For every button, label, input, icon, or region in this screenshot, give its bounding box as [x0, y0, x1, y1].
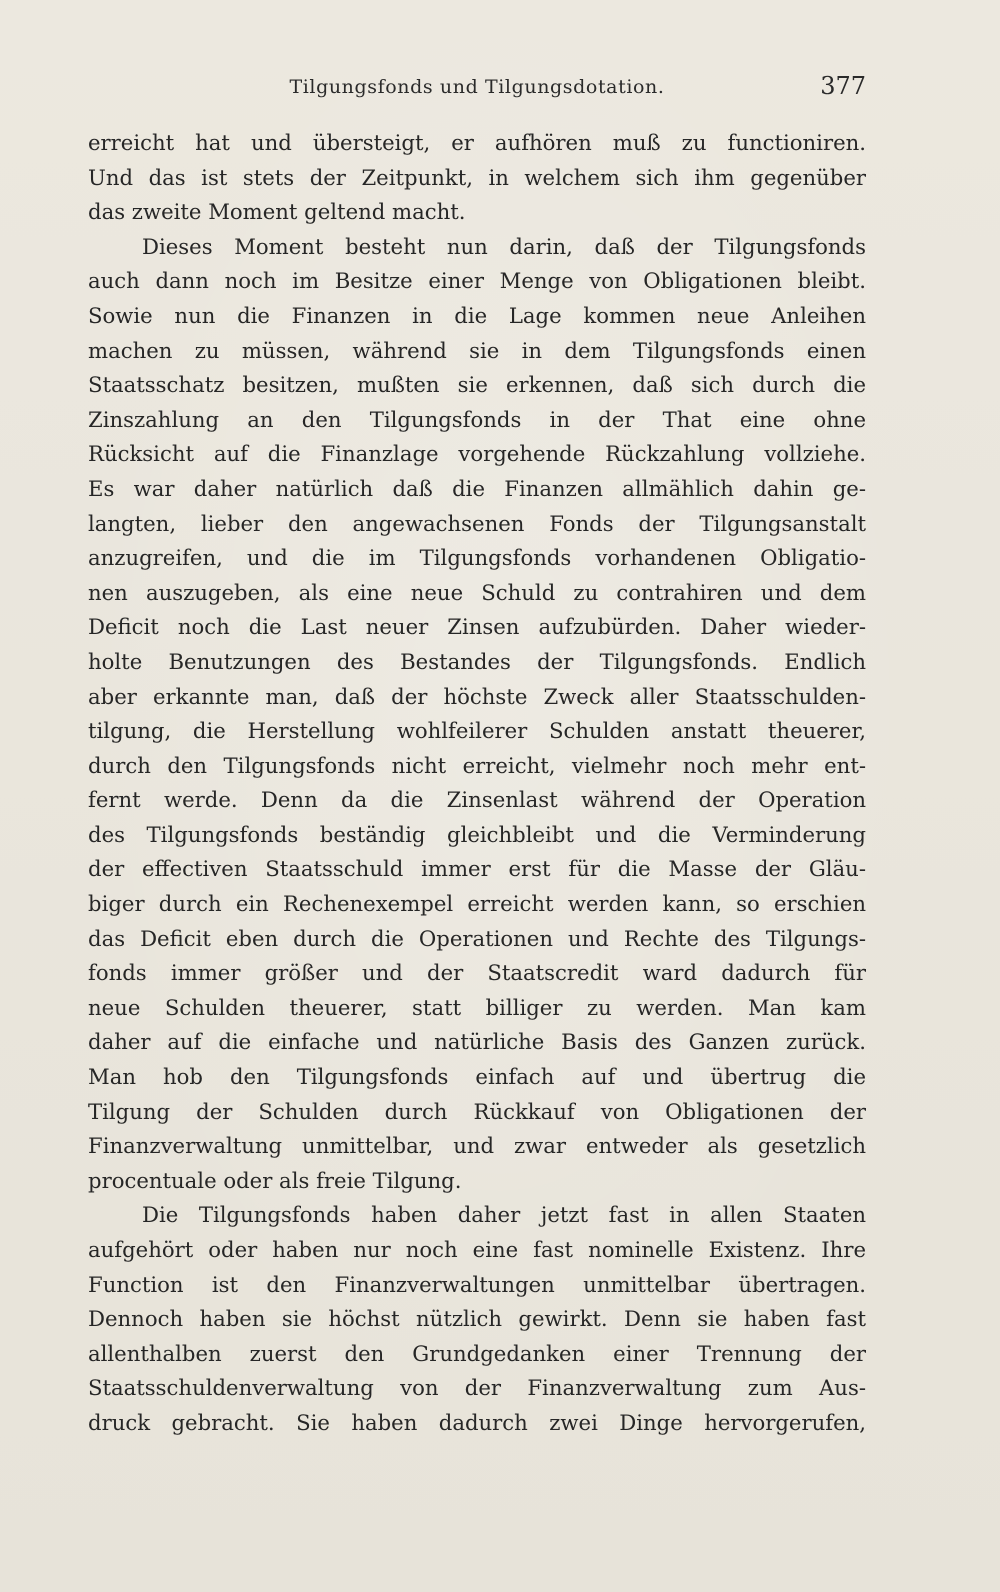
- text-line: Rücksicht auf die Finanzlage vorgehende Rückzahlung vollziehe.: [88, 441, 866, 467]
- text-line: Function ist den Finanzverwaltungen unmittelbar übertragen.: [88, 1271, 866, 1297]
- text-line: Und das ist stets der Zeitpunkt, in welchem sich ihm gegenüber: [88, 164, 866, 190]
- text-line: neue Schulden theuerer, statt billiger zu werden. Man kam: [88, 994, 866, 1020]
- text-line: Zinszahlung an den Tilgungsfonds in der That eine ohne: [88, 406, 866, 432]
- text-line: der effectiven Staatsschuld immer erst für die Masse der Gläu-: [88, 856, 866, 882]
- text-line: auch dann noch im Besitze einer Menge von Obligationen bleibt.: [88, 268, 866, 294]
- text-line: Man hob den Tilgungsfonds einfach auf und übertrug die: [88, 1064, 866, 1090]
- text-line: nen auszugeben, als eine neue Schuld zu contrahiren und dem: [88, 579, 866, 605]
- text-line: durch den Tilgungsfonds nicht erreicht, vielmehr noch mehr ent-: [88, 752, 866, 778]
- text-line: Staatsschuldenverwaltung von der Finanzverwaltung zum Aus-: [88, 1375, 866, 1401]
- paragraph-1: [88, 126, 866, 230]
- text-line: Dennoch haben sie höchst nützlich gewirkt. Denn sie haben fast: [88, 1306, 866, 1332]
- text-line: tilgung, die Herstellung wohlfeilerer Schulden anstatt theuerer,: [88, 718, 866, 744]
- text-line: procentuale oder als freie Tilgung.: [88, 1167, 462, 1193]
- body-text: [88, 126, 866, 1441]
- text-line: Deficit noch die Last neuer Zinsen aufzubürden. Daher wieder-: [88, 614, 866, 640]
- text-line: Staatsschatz besitzen, mußten sie erkennen, daß sich durch die: [88, 372, 866, 398]
- text-line: Dieses Moment besteht nun darin, daß der Tilgungsfonds: [142, 233, 866, 259]
- text-line: aufgehört oder haben nur noch eine fast nominelle Existenz. Ihre: [88, 1237, 866, 1262]
- text-line: druck gebracht. Sie haben dadurch zwei Dinge hervorgerufen,: [88, 1409, 866, 1435]
- paragraph-2: [88, 230, 866, 1199]
- text-line: Sowie nun die Finanzen in die Lage kommen neue Anleihen: [88, 302, 866, 328]
- text-line: allenthalben zuerst den Grundgedanken einer Trennung der: [88, 1340, 866, 1366]
- text-line: holte Benutzungen des Bestandes der Tilgungsfonds. Endlich: [88, 648, 866, 674]
- text-line: aber erkannte man, daß der höchste Zweck aller Staatsschulden-: [88, 683, 866, 709]
- text-line: langten, lieber den angewachsenen Fonds der Tilgungsanstalt: [88, 510, 866, 536]
- text-line: des Tilgungsfonds beständig gleichbleibt und die Verminderung: [88, 821, 866, 847]
- text-line: biger durch ein Rechenexempel erreicht werden kann, so erschien: [88, 891, 866, 917]
- text-line: erreicht hat und übersteigt, er aufhören muß zu functioniren.: [88, 130, 866, 155]
- text-line: anzugreifen, und die im Tilgungsfonds vorhandenen Obligatio-: [88, 545, 866, 571]
- text-line: Finanzverwaltung unmittelbar, und zwar entweder als gesetzlich: [88, 1133, 866, 1159]
- page-header: [88, 72, 866, 102]
- page-number: 377: [820, 72, 866, 100]
- text-line: machen zu müssen, während sie in dem Tilgungsfonds einen: [88, 337, 866, 363]
- text-line: daher auf die einfache und natürliche Basis des Ganzen zurück.: [88, 1029, 866, 1055]
- text-line: das zweite Moment geltend macht.: [88, 199, 466, 225]
- text-line: Tilgung der Schulden durch Rückkauf von Obligationen der: [88, 1098, 866, 1124]
- paragraph-3: [88, 1198, 866, 1440]
- text-line: das Deficit eben durch die Operationen und Rechte des Tilgungs-: [88, 925, 866, 951]
- text-line: Die Tilgungsfonds haben daher jetzt fast in allen Staaten: [142, 1202, 866, 1228]
- text-line: Es war daher natürlich daß die Finanzen allmählich dahin ge-: [88, 475, 866, 501]
- running-title: Tilgungsfonds und Tilgungsdotation.: [289, 76, 665, 98]
- text-line: fonds immer größer und der Staatscredit ward dadurch für: [88, 960, 866, 986]
- text-line: fernt werde. Denn da die Zinsenlast während der Operation: [88, 787, 866, 813]
